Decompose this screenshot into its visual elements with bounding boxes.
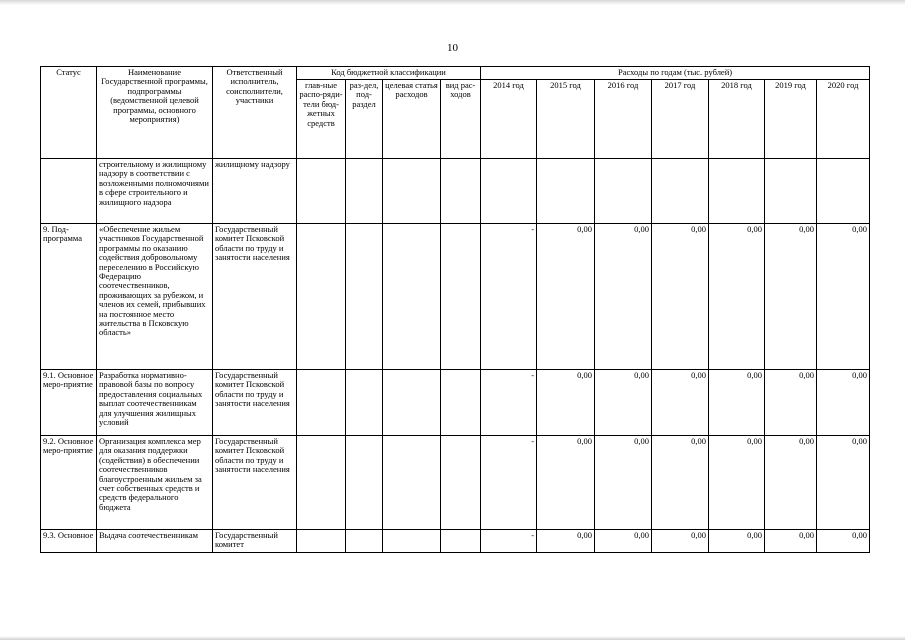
header-rzpr: раз-дел, под-раздел bbox=[346, 80, 383, 159]
status-cell: 9.1. Основное меро-приятие bbox=[41, 370, 97, 436]
header-year-2015: 2015 год bbox=[537, 80, 595, 159]
vr-cell bbox=[441, 530, 481, 553]
status-cell: 9.3. Основное bbox=[41, 530, 97, 553]
value-2016: 0,00 bbox=[595, 370, 652, 436]
value-2016 bbox=[595, 159, 652, 224]
value-2015: 0,00 bbox=[537, 530, 595, 553]
grbs-cell bbox=[297, 159, 346, 224]
table-row bbox=[41, 530, 870, 553]
csr-cell bbox=[383, 159, 441, 224]
value-2015: 0,00 bbox=[537, 224, 595, 370]
scan-edge-bottom bbox=[0, 636, 905, 640]
value-2019: 0,00 bbox=[765, 224, 817, 370]
grbs-cell bbox=[297, 370, 346, 436]
value-2018: 0,00 bbox=[709, 224, 765, 370]
table-row bbox=[41, 370, 870, 436]
responsible-cell: жилищному надзору bbox=[213, 159, 297, 224]
value-2020: 0,00 bbox=[817, 436, 870, 530]
rzpr-cell bbox=[346, 436, 383, 530]
value-2019: 0,00 bbox=[765, 530, 817, 553]
header-year-2017: 2017 год bbox=[652, 80, 709, 159]
status-cell: 9. Под-программа bbox=[41, 224, 97, 370]
value-2018: 0,00 bbox=[709, 530, 765, 553]
rzpr-cell bbox=[346, 224, 383, 370]
value-2014: - bbox=[481, 436, 537, 530]
value-2016: 0,00 bbox=[595, 530, 652, 553]
value-2019: 0,00 bbox=[765, 436, 817, 530]
responsible-cell: Государственный комитет Псковской области по труду и занятости населения bbox=[213, 370, 297, 436]
header-csr: целевая статья расходов bbox=[383, 80, 441, 159]
value-2014: - bbox=[481, 370, 537, 436]
value-2015 bbox=[537, 159, 595, 224]
name-cell: Разработка нормативно-правовой базы по вопросу предоставления социальных выплат соотечественникам для улучшения жилищных условий bbox=[97, 370, 213, 436]
status-cell bbox=[41, 159, 97, 224]
name-cell: строительному и жилищному надзору в соответствии с возложенными полномочиями в сфере строительного и жилищного надзора bbox=[97, 159, 213, 224]
header-year-2018: 2018 год bbox=[709, 80, 765, 159]
value-2017 bbox=[652, 159, 709, 224]
csr-cell bbox=[383, 224, 441, 370]
vr-cell bbox=[441, 436, 481, 530]
vr-cell bbox=[441, 370, 481, 436]
value-2017: 0,00 bbox=[652, 224, 709, 370]
vr-cell bbox=[441, 224, 481, 370]
value-2018: 0,00 bbox=[709, 370, 765, 436]
value-2016: 0,00 bbox=[595, 224, 652, 370]
value-2020: 0,00 bbox=[817, 370, 870, 436]
csr-cell bbox=[383, 370, 441, 436]
responsible-cell: Государственный комитет Псковской области по труду и занятости населения bbox=[213, 436, 297, 530]
value-2014 bbox=[481, 159, 537, 224]
responsible-cell: Государственный комитет bbox=[213, 530, 297, 553]
value-2018: 0,00 bbox=[709, 436, 765, 530]
header-year-2016: 2016 год bbox=[595, 80, 652, 159]
value-2020: 0,00 bbox=[817, 224, 870, 370]
table-row bbox=[41, 224, 870, 370]
header-budget-code: Код бюджетной классификации bbox=[297, 67, 481, 80]
value-2014: - bbox=[481, 224, 537, 370]
header-vr: вид рас-ходов bbox=[441, 80, 481, 159]
name-cell: Организация комплекса мер для оказания поддержки (содействия) в обеспечении соотечественников благоустроенным жильем за счет собственных средств и средств федерального бюджета bbox=[97, 436, 213, 530]
value-2014: - bbox=[481, 530, 537, 553]
grbs-cell bbox=[297, 224, 346, 370]
value-2016: 0,00 bbox=[595, 436, 652, 530]
grbs-cell bbox=[297, 530, 346, 553]
csr-cell bbox=[383, 530, 441, 553]
value-2015: 0,00 bbox=[537, 370, 595, 436]
value-2020: 0,00 bbox=[817, 530, 870, 553]
header-name: Наименование Государственной программы, подпрограммы (ведомственной целевой программы, основного мероприятия) bbox=[97, 67, 213, 159]
page-number: 10 bbox=[447, 42, 458, 54]
value-2015: 0,00 bbox=[537, 436, 595, 530]
vr-cell bbox=[441, 159, 481, 224]
rzpr-cell bbox=[346, 159, 383, 224]
header-responsible: Ответственный исполнитель, соисполнители, участники bbox=[213, 67, 297, 159]
name-cell: Выдача соотечественникам bbox=[97, 530, 213, 553]
value-2018 bbox=[709, 159, 765, 224]
table-row bbox=[41, 159, 870, 224]
csr-cell bbox=[383, 436, 441, 530]
table-row bbox=[41, 436, 870, 530]
value-2020 bbox=[817, 159, 870, 224]
value-2017: 0,00 bbox=[652, 370, 709, 436]
responsible-cell: Государственный комитет Псковской области по труду и занятости населения bbox=[213, 224, 297, 370]
grbs-cell bbox=[297, 436, 346, 530]
header-status: Статус bbox=[41, 67, 97, 159]
scan-edge-top bbox=[0, 0, 905, 5]
name-cell: «Обеспечение жильем участников Государственной программы по оказанию содействия добровольному переселению в Российскую Федерацию соотечественников, проживающих за рубежом, и членов их семей, прибывших на постоянное место жительства в Псковскую область» bbox=[97, 224, 213, 370]
header-year-2014: 2014 год bbox=[481, 80, 537, 159]
value-2019 bbox=[765, 159, 817, 224]
rzpr-cell bbox=[346, 530, 383, 553]
header-grbs: глав-ные распо-ряди-тели бюд-жетных средств bbox=[297, 80, 346, 159]
header-year-2019: 2019 год bbox=[765, 80, 817, 159]
rzpr-cell bbox=[346, 370, 383, 436]
value-2017: 0,00 bbox=[652, 436, 709, 530]
value-2019: 0,00 bbox=[765, 370, 817, 436]
value-2017: 0,00 bbox=[652, 530, 709, 553]
budget-table bbox=[40, 66, 870, 553]
header-row-top bbox=[41, 67, 870, 80]
header-year-2020: 2020 год bbox=[817, 80, 870, 159]
status-cell: 9.2. Основное меро-приятие bbox=[41, 436, 97, 530]
header-expenses: Расходы по годам (тыс. рублей) bbox=[481, 67, 870, 80]
